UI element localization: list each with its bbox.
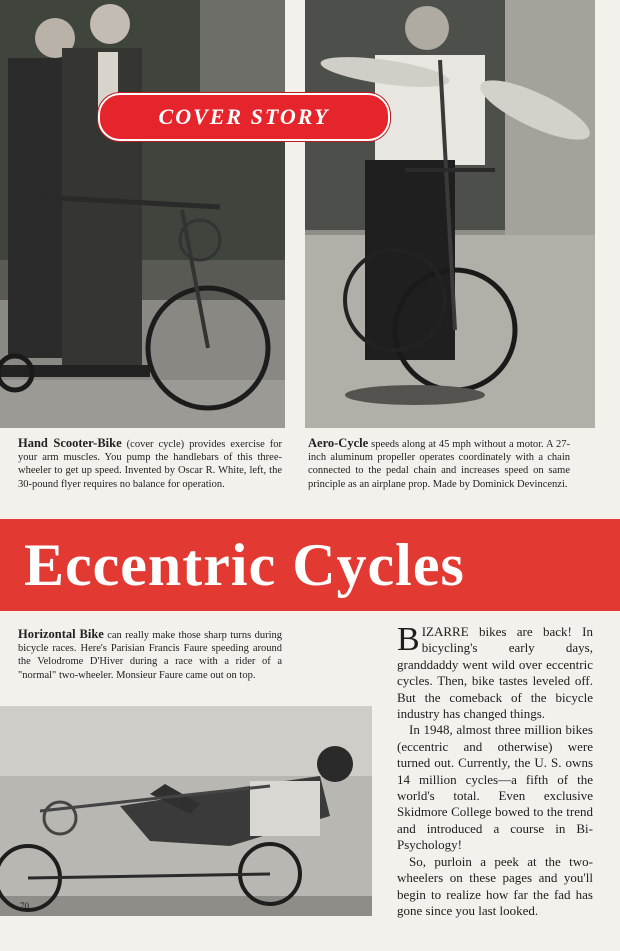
photo-aero-cycle <box>305 0 595 428</box>
cover-story-banner <box>98 93 390 141</box>
article-title: Eccentric Cycles <box>24 532 465 598</box>
title-band <box>0 519 620 611</box>
photo-hand-scooter-bike <box>0 0 285 428</box>
body-paragraph: In 1948, almost three million bikes (eccentric and otherwise) were turned out. Currently, the U. S. owns 14 million cycles—a fifth of the world's total. Even exclusive Skidmore College bowed to the trend and introduced a course in Bi-Psychology! <box>397 722 593 853</box>
body-paragraph: So, purloin a peek at the two-wheelers on these pages and you'll begin to realize how far the fad has gone since you last looked. <box>397 853 593 918</box>
caption-lead: Aero-Cycle <box>308 436 369 450</box>
cover-story-label: COVER STORY <box>158 104 330 129</box>
caption-text: can really make those sharp turns during bicycle races. Here's Parisian Francis Faure speeding around the Velodrome D'Hiver during a race with a rider of a "normal" two-wheeler. Monsieur Faure came out on top. <box>18 630 282 681</box>
caption-hand-scooter-bike <box>18 437 282 491</box>
caption-text: (cover cycle) provides exercise for your arm muscles. You pump the handlebars of this three-wheeler to get up speed. Invented by Oscar R. White, left, the 30-pound flyer requires no balance for operation. <box>18 439 282 490</box>
caption-horizontal-bike <box>18 628 282 682</box>
drop-cap: B <box>397 621 420 658</box>
article-body <box>397 621 593 919</box>
caption-lead: Horizontal Bike <box>18 627 104 641</box>
page-number: 70 <box>20 901 29 911</box>
photo-horizontal-bike <box>0 706 372 916</box>
caption-text: speeds along at 45 mph without a motor. A 27-inch aluminum propeller operates coordinately with a chain connected to the pedal chain and increases speed on same principle as an airplane prop. Made by Dominick Devincenzi. <box>308 439 570 490</box>
caption-lead: Hand Scooter-Bike <box>18 436 122 450</box>
body-paragraph: BIZARRE bikes are back! In bicycling's early days, granddaddy went wild over eccentric cycles. Then, bike tastes leveled off. But the comeback of the bicycle industry has changed things. <box>397 621 593 722</box>
caption-aero-cycle <box>308 437 570 491</box>
